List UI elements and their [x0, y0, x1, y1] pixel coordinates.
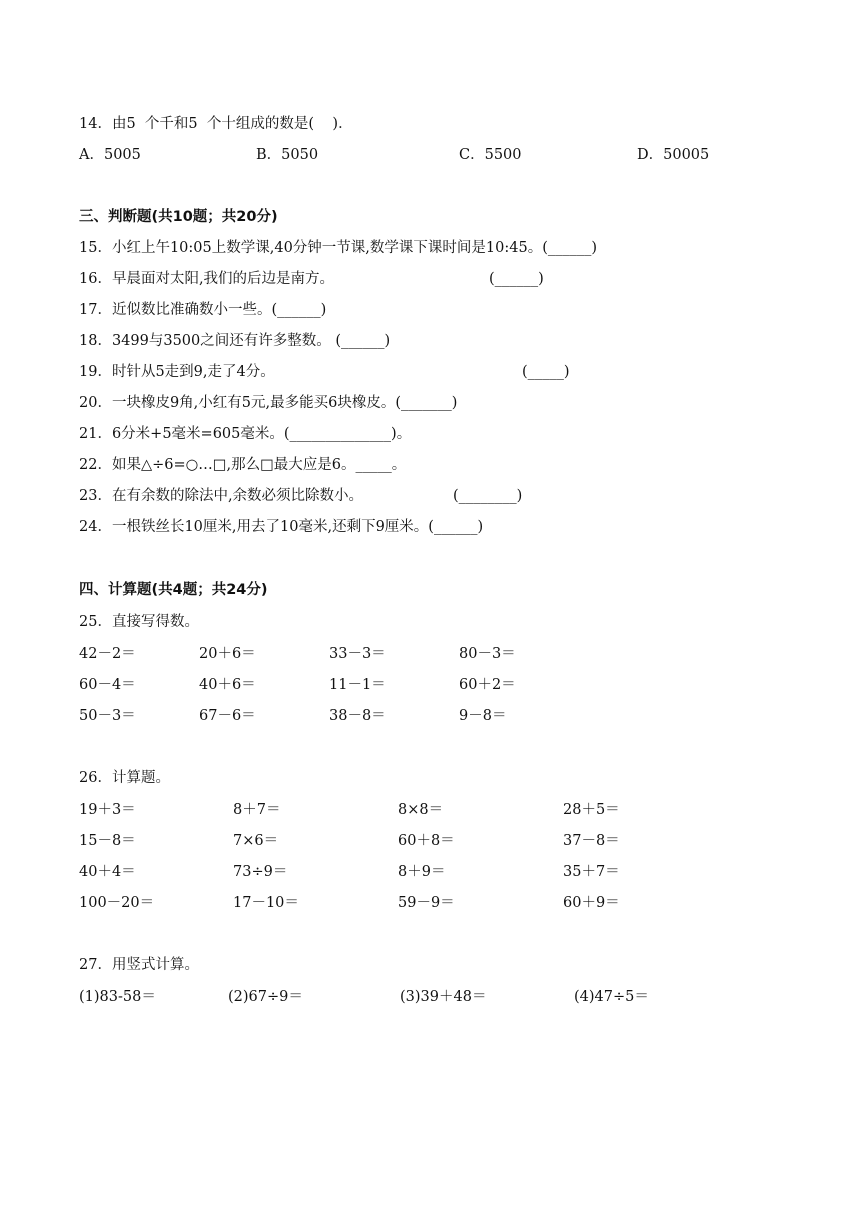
q25-r1-c4: 80－3＝: [459, 646, 516, 662]
q26-r3-c3: 8＋9＝: [398, 864, 446, 880]
question-19: 19．时针从5走到9,走了4分。: [79, 364, 275, 380]
q25-r1-c2: 20＋6＝: [199, 646, 256, 662]
q26-r2-c4: 37－8＝: [563, 833, 620, 849]
q26-r1-c2: 8＋7＝: [233, 802, 281, 818]
q25-r3-c1: 50－3＝: [79, 708, 136, 724]
q14-option-d: D．50005: [637, 147, 710, 163]
question-17: 17．近似数比准确数小一些。(______): [79, 302, 327, 318]
q26-r1-c3: 8×8＝: [398, 802, 444, 818]
q26-r3-c2: 73÷9＝: [233, 864, 288, 880]
q27-item-3: (3)39＋48＝: [400, 989, 487, 1005]
section-3-heading: 三、判断题(共10题；共20分): [79, 209, 278, 225]
question-27-title: 27．用竖式计算。: [79, 957, 199, 973]
question-21: 21．6分米+5毫米=605毫米。(______________)。: [79, 426, 412, 442]
q25-r1-c1: 42－2＝: [79, 646, 136, 662]
q25-r3-c4: 9－8＝: [459, 708, 507, 724]
q26-r2-c1: 15－8＝: [79, 833, 136, 849]
question-14-stem: 14．由5 个千和5 个十组成的数是( )．: [79, 116, 353, 132]
q26-r4-c3: 59－9＝: [398, 895, 455, 911]
q25-r2-c1: 60－4＝: [79, 677, 136, 693]
q26-r1-c1: 19＋3＝: [79, 802, 136, 818]
question-20: 20．一块橡皮9角,小红有5元,最多能买6块橡皮。(_______): [79, 395, 458, 411]
q14-option-b: B．5050: [256, 147, 319, 163]
question-24: 24．一根铁丝长10厘米,用去了10毫米,还剩下9厘米。(______): [79, 519, 484, 535]
q25-r3-c3: 38－8＝: [329, 708, 386, 724]
q27-item-1: (1)83-58＝: [79, 989, 156, 1005]
q26-r4-c4: 60＋9＝: [563, 895, 620, 911]
q26-r4-c1: 100－20＝: [79, 895, 155, 911]
q26-r2-c2: 7×6＝: [233, 833, 279, 849]
q14-option-c: C．5500: [459, 147, 522, 163]
q26-r1-c4: 28＋5＝: [563, 802, 620, 818]
question-16: 16．早晨面对太阳,我们的后边是南方。: [79, 271, 335, 287]
q14-option-a: A．5005: [79, 147, 141, 163]
q25-r2-c2: 40＋6＝: [199, 677, 256, 693]
question-23: 23．在有余数的除法中,余数必须比除数小。: [79, 488, 364, 504]
q25-r2-c4: 60＋2＝: [459, 677, 516, 693]
q26-r3-c4: 35＋7＝: [563, 864, 620, 880]
q25-r3-c2: 67－6＝: [199, 708, 256, 724]
question-15: 15．小红上午10:05上数学课,40分钟一节课,数学课下课时间是10:45。(______): [79, 240, 598, 256]
question-18: 18．3499与3500之间还有许多整数。 (______): [79, 333, 391, 349]
q25-r2-c3: 11－1＝: [329, 677, 386, 693]
q26-r4-c2: 17－10＝: [233, 895, 299, 911]
q25-r1-c3: 33－3＝: [329, 646, 386, 662]
q26-r3-c1: 40＋4＝: [79, 864, 136, 880]
section-4-heading: 四、计算题(共4题；共24分): [79, 582, 268, 598]
q26-r2-c3: 60＋8＝: [398, 833, 455, 849]
q27-item-4: (4)47÷5＝: [574, 989, 649, 1005]
question-22: 22．如果△÷6=○…□,那么□最大应是6。_____。: [79, 457, 407, 473]
question-16-answer-blank: (______): [489, 271, 544, 287]
q27-item-2: (2)67÷9＝: [228, 989, 303, 1005]
question-19-answer-blank: (_____): [522, 364, 570, 380]
question-26-title: 26．计算题。: [79, 770, 170, 786]
question-25-title: 25．直接写得数。: [79, 614, 199, 630]
question-23-answer-blank: (________): [453, 488, 523, 504]
